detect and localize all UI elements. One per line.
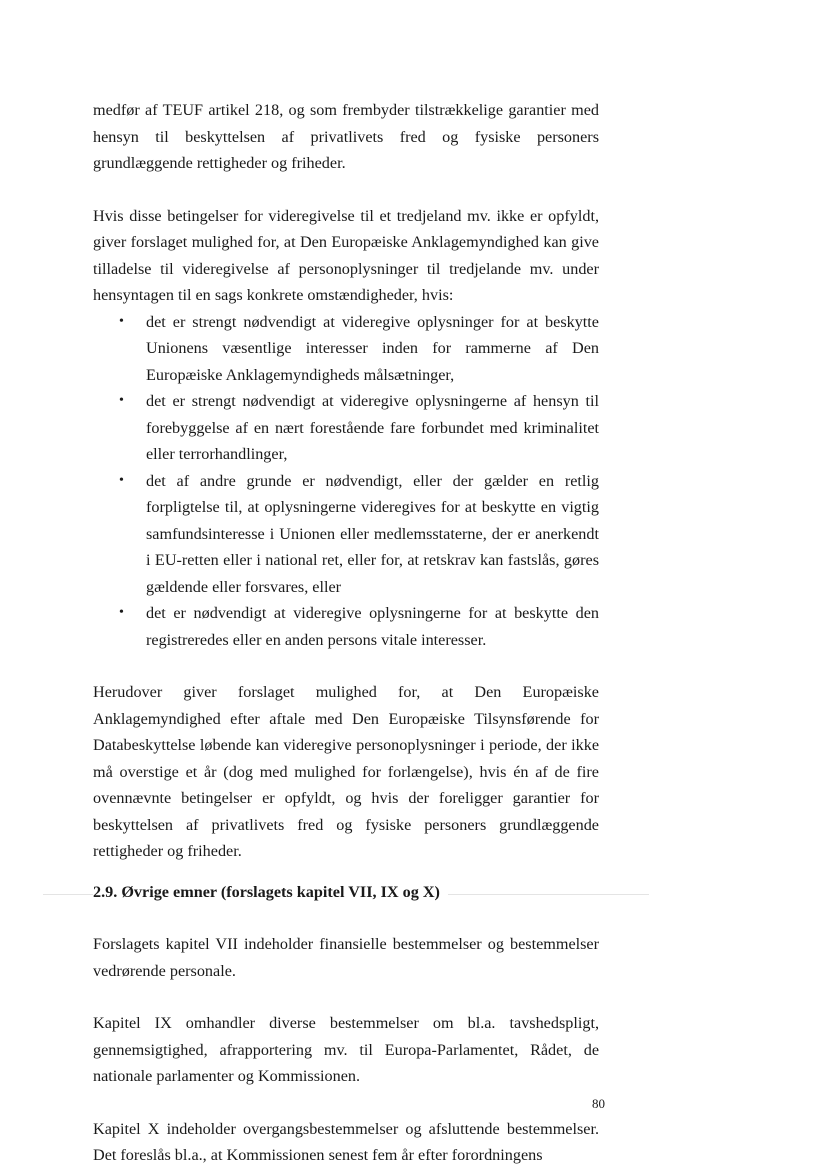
section-heading-block <box>93 879 599 906</box>
list-item <box>93 468 599 601</box>
section-heading: 2.9. Øvrige emner (forslagets kapitel VII, IX og X) <box>93 879 448 906</box>
list-item <box>93 309 599 389</box>
bullet-icon: • <box>119 472 124 488</box>
bullet-icon: • <box>119 605 124 620</box>
list-item <box>93 388 599 468</box>
bullet-icon: • <box>119 313 124 329</box>
condition-list <box>93 309 599 654</box>
bullet-icon: • <box>119 393 124 408</box>
list-item-text: det af andre grunde er nødvendigt, eller der gælder en retlig forpligtelse til, at oplysningerne videregives for at beskytte en vigtig samfundsinteresse i Unionen eller medlemsstaterne, der er anerkendt i EU-retten eller i national ret, eller for, at retskrav kan fastslås, gøres gældende eller forsvares, eller <box>146 471 599 596</box>
list-item <box>93 600 599 653</box>
paragraph-3: Herudover giver forslaget mulighed for, at Den Europæiske Anklagemyndighed efter aftale med Den Europæiske Tilsynsførende for Databeskyttelse løbende kan videregive personoplysninger i periode, der ikke må overstige et år (dog med mulighed for forlængelse), hvis én af de fire ovennævnte betingelser er opfyldt, og hvis der foreligger garantier for beskyttelsen af privatlivets fred og fysiske personers grundlæggende rettigheder og friheder. <box>93 683 599 860</box>
paragraph-5: Kapitel IX omhandler diverse bestemmelser om bl.a. tavshedspligt, gennemsigtighed, afrapportering mv. til Europa-Parlamentet, Rådet, de nationale parlamenter og Kommissionen. <box>93 1014 599 1085</box>
paragraph-1: medfør af TEUF artikel 218, og som frembyder tilstrækkelige garantier med hensyn til beskyttelsen af privatlivets fred og fysiske personers grundlæggende rettigheder og friheder. <box>93 101 599 172</box>
paragraph-2: Hvis disse betingelser for videregivelse til et tredjeland mv. ikke er opfyldt, giver forslaget mulighed for, at Den Europæiske Anklagemyndighed kan give tilladelse til videregivelse af personoplysninger til tredjelande mv. under hensyntagen til en sags konkrete omstændigheder, hvis: <box>93 206 599 304</box>
list-item-text: det er nødvendigt at videregive oplysningerne for at beskytte den registreredes eller en anden persons vitale interesser. <box>146 604 599 649</box>
page-content <box>93 97 599 1169</box>
paragraph-4: Forslagets kapitel VII indeholder finansielle bestemmelser og bestemmelser vedrørende personale. <box>93 935 599 980</box>
list-item-text: det er strengt nødvendigt at videregive oplysningerne af hensyn til forebyggelse af en nært forestående fare forbundet med kriminalitet eller terrorhandlinger, <box>146 392 599 463</box>
page-number: 80 <box>592 1096 605 1111</box>
list-item-text: det er strengt nødvendigt at videregive oplysninger for at beskytte Unionens væsentlige interesser inden for rammerne af Den Europæiske Anklagemyndigheds målsætninger, <box>146 312 599 384</box>
paragraph-6: Kapitel X indeholder overgangsbestemmelser og afsluttende bestemmelser. Det foreslås bl.a., at Kommissionen senest fem år efter forordningens <box>93 1119 599 1164</box>
